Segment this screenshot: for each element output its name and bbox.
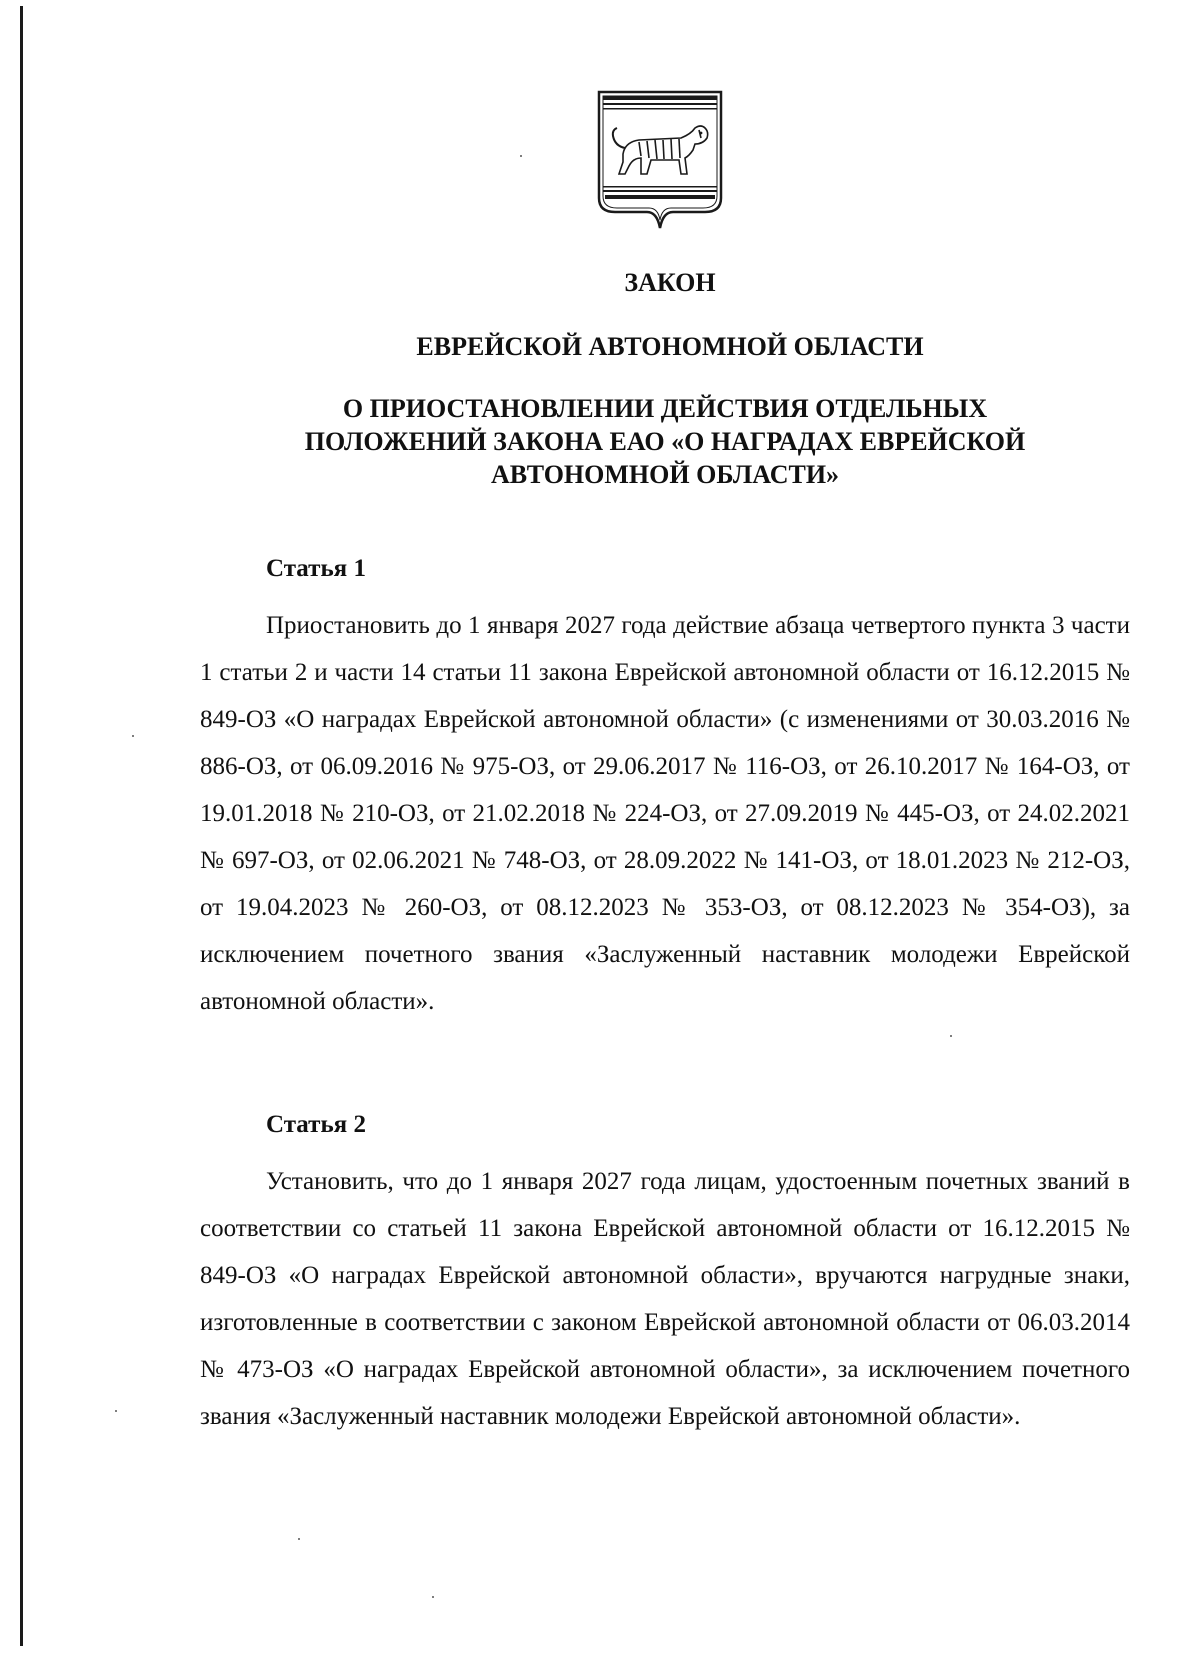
scan-speck bbox=[132, 735, 134, 737]
article-heading: Статья 2 bbox=[266, 1111, 366, 1138]
scan-speck bbox=[298, 1538, 300, 1540]
law-title: О ПРИОСТАНОВЛЕНИИ ДЕЙСТВИЯ ОТДЕЛЬНЫХ ПОЛОЖЕНИЙ ЗАКОНА ЕАО «О НАГРАДАХ ЕВРЕЙСКОЙ АВТОНОМНОЙ ОБЛАСТИ» bbox=[304, 394, 1026, 489]
scan-speck bbox=[432, 1596, 434, 1598]
law-heading: ЗАКОН bbox=[624, 268, 716, 297]
scan-speck bbox=[520, 155, 522, 157]
scan-speck bbox=[115, 1410, 117, 1412]
article-text: Приостановить до 1 января 2027 года действие абзаца четвертого пункта 3 части 1 статьи 2 и части 14 статьи 11 закона Еврейской автономной области от 16.12.2015 № 849-ОЗ «О наградах Еврейской автономной области» (с изменениями от 30.03.2016 № 886-ОЗ, от 06.09.2016 № 975-ОЗ, от 29.06.2017 № 116-ОЗ, от 26.10.2017 № 164-ОЗ, от 19.01.2018 № 210-ОЗ, от 21.02.2018 № 224-ОЗ, от 27.09.2019 № 445-ОЗ, от 24.02.2021 № 697-ОЗ, от 02.06.2021 № 748-ОЗ, от 28.09.2022 № 141-ОЗ, от 18.01.2023 № 212-ОЗ, от 19.04.2023 № 260-ОЗ, от 08.12.2023 № 353-ОЗ, от 08.12.2023 № 354-ОЗ), за исключением почетного звания «Заслуженный наставник молодежи Еврейской автономной области». bbox=[200, 612, 1130, 1015]
coat-of-arms-icon bbox=[595, 88, 725, 233]
scan-edge-line bbox=[20, 6, 23, 1646]
article-text: Установить, что до 1 января 2027 года лицам, удостоенным почетных званий в соответствии со статьей 11 закона Еврейской автономной области от 16.12.2015 № 849-ОЗ «О наградах Еврейской автономной области», вручаются нагрудные знаки, изготовленные в соответствии с законом Еврейской автономной области от 06.03.2014 № 473-ОЗ «О наградах Еврейской автономной области», за исключением почетного звания «Заслуженный наставник молодежи Еврейской автономной области». bbox=[200, 1168, 1130, 1430]
region-subheading: ЕВРЕЙСКОЙ АВТОНОМНОЙ ОБЛАСТИ bbox=[416, 332, 924, 361]
article-heading: Статья 1 bbox=[266, 555, 366, 582]
scan-speck bbox=[950, 1035, 952, 1037]
